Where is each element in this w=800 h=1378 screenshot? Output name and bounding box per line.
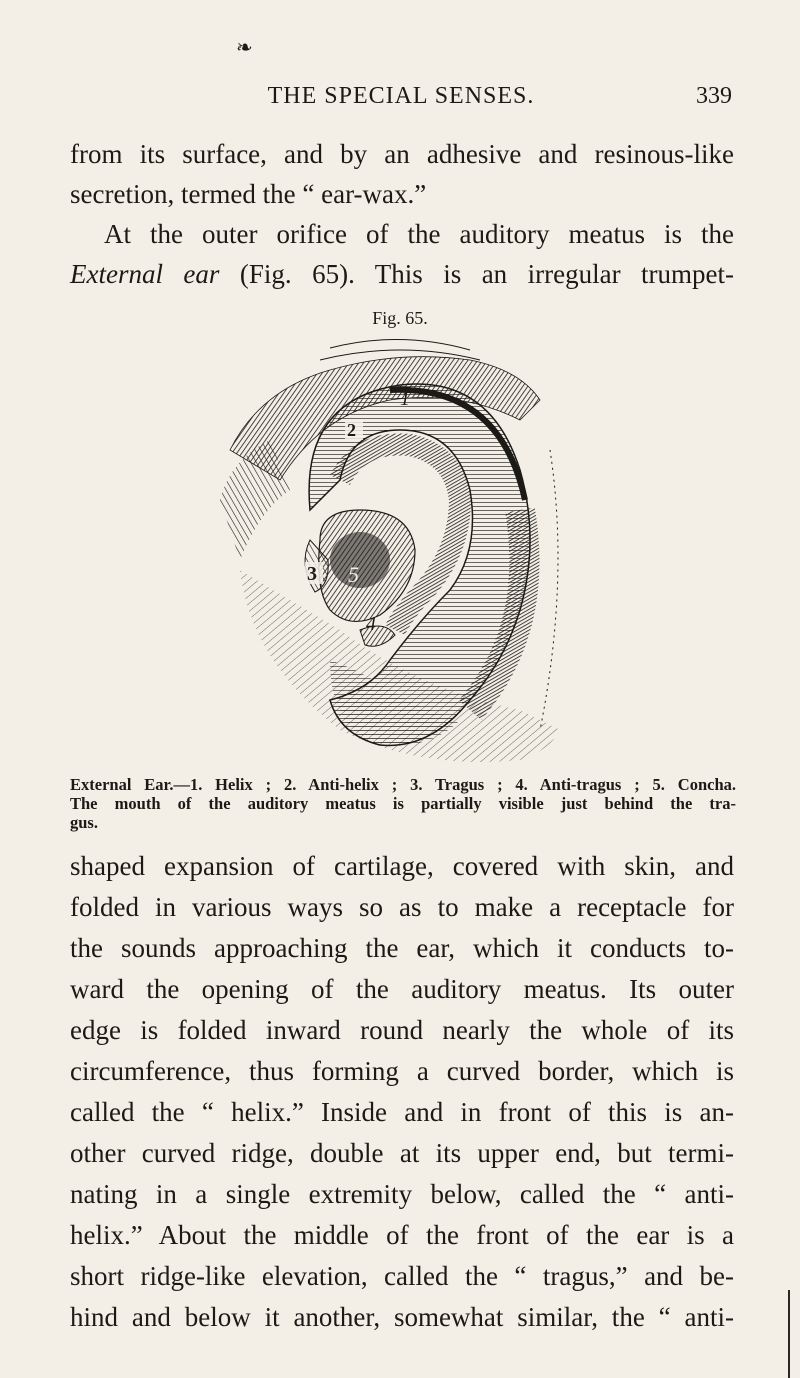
paragraph-top	[70, 134, 734, 294]
running-title: THE SPECIAL SENSES.	[267, 83, 535, 109]
text-line-rest: (Fig. 65). This is an irregular trumpet-	[219, 259, 735, 289]
label-tragus: 3	[307, 563, 317, 585]
text-line: At the outer orifice of the auditory meatus is the	[104, 219, 734, 249]
figure-caption	[70, 775, 736, 832]
text-line: shaped expansion of cartilage, covered with skin, and	[70, 851, 734, 881]
figure-label: Fig. 65.	[372, 308, 428, 328]
caption-line: gus.	[70, 813, 98, 832]
text-line: helix.” About the middle of the front of the ear is a	[70, 1220, 734, 1250]
text-line: hind and below it another, somewhat similar, the “ anti-	[70, 1302, 734, 1332]
text-line: edge is folded inward round nearly the whole of its	[70, 1015, 734, 1045]
label-antihelix: 2	[347, 420, 356, 440]
text-line: secretion, termed the “ ear-wax.”	[70, 179, 427, 209]
text-line: ward the opening of the auditory meatus. Its outer	[70, 974, 734, 1004]
text-line	[70, 254, 734, 294]
text-line: circumference, thus forming a curved border, which is	[70, 1056, 734, 1086]
text-line: folded in various ways so as to make a receptacle for	[70, 892, 734, 922]
printer-mark: ❧	[236, 37, 253, 59]
text-line: the sounds approaching the ear, which it conducts to-	[70, 933, 734, 963]
page-number: 339	[696, 83, 732, 109]
text-line: called the “ helix.” Inside and in front of this is an-	[70, 1097, 734, 1127]
text-line: other curved ridge, double at its upper end, but termi-	[70, 1138, 734, 1168]
paragraph-main	[70, 846, 734, 1338]
ear-engraving	[220, 330, 600, 770]
label-antitragus: 4	[366, 613, 376, 635]
label-concha: 5	[348, 562, 359, 587]
text-line: short ridge-like elevation, called the “ tragus,” and be-	[70, 1261, 734, 1291]
running-head	[70, 76, 732, 116]
emphasis-external-ear: External ear	[70, 259, 220, 289]
ear-illustration	[220, 330, 600, 770]
caption-line: The mouth of the auditory meatus is partially visible just behind the tra-	[70, 794, 736, 813]
text-line: from its surface, and by an adhesive and resinous-like	[70, 139, 734, 169]
page-edge-line	[788, 1290, 790, 1378]
text-line: nating in a single extremity below, called the “ anti-	[70, 1179, 734, 1209]
label-helix: 1	[400, 388, 410, 410]
meatus-shadow	[330, 532, 390, 588]
caption-line: External Ear.—1. Helix ; 2. Anti-helix ; 3. Tragus ; 4. Anti-tragus ; 5. Concha.	[70, 775, 736, 794]
stipple-edge	[540, 450, 558, 730]
